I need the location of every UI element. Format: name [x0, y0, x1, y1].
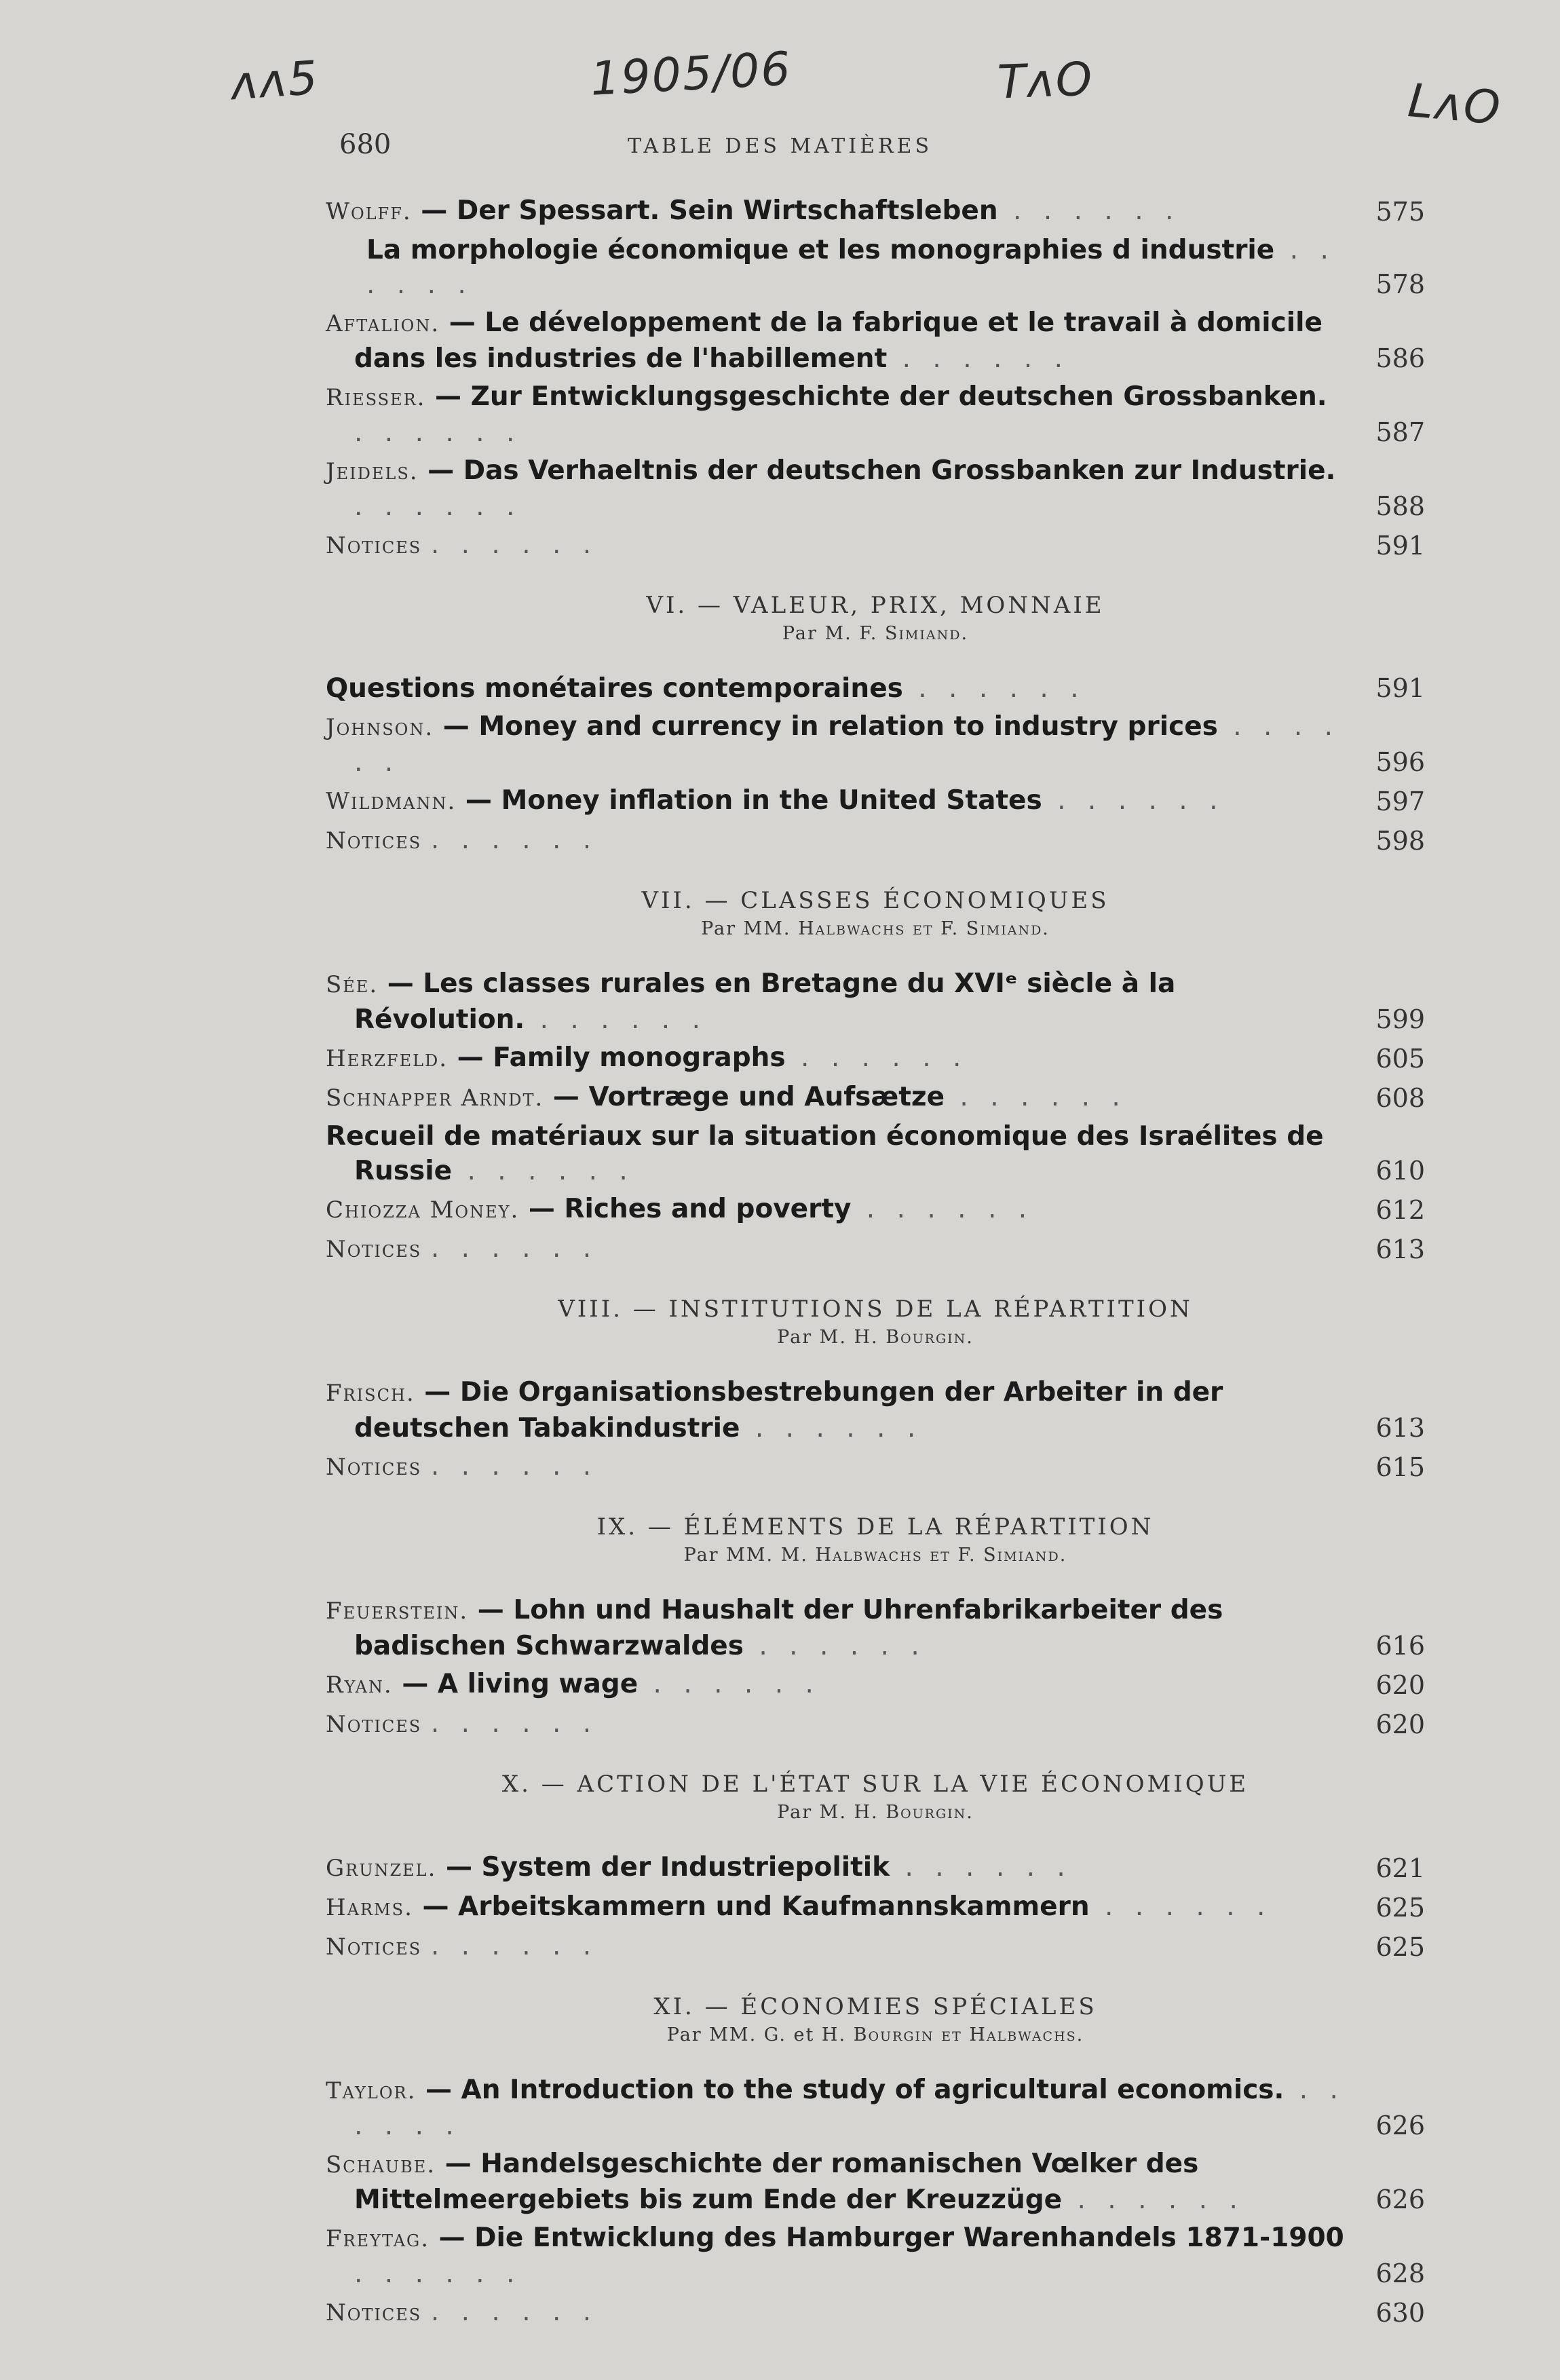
entry-page: 620 [1375, 1670, 1425, 1700]
section-title: XI. — ÉCONOMIES SPÉCIALES [653, 1993, 1097, 2020]
entry-text [326, 2147, 1350, 2217]
entry-title: — System der Industriepolitik [445, 1852, 890, 1883]
toc-entry [326, 1080, 1425, 1116]
byline-name: Bourgin et Halbwachs. [853, 2024, 1084, 2045]
byline-prefix: Par MM. [701, 918, 791, 939]
section-title: X. — ACTION DE L'ÉTAT SUR LA VIE ÉCONOMIQUE [501, 1771, 1249, 1798]
entry-page: 616 [1375, 1631, 1425, 1661]
entry-page: 605 [1375, 1044, 1425, 1074]
entry-author: Taylor. [326, 2077, 417, 2104]
entry-page: 591 [1375, 673, 1425, 703]
handwritten-note-4: LᴧO [1405, 74, 1504, 136]
byline-prefix: Par M. H. [777, 1802, 879, 1823]
byline-prefix: Par MM. G. et H. [666, 2024, 847, 2045]
leader-dots: . . . . . . [525, 1004, 707, 1035]
entry-page: 591 [1375, 531, 1425, 561]
entry-title: — Zur Entwicklungsgeschichte der deutschen Grossbanken. [435, 381, 1327, 412]
leader-dots: . . . . . . [740, 1413, 923, 1443]
entry-author: Notices [326, 1454, 422, 1481]
toc-entry [326, 1889, 1425, 1925]
entry-page: 626 [1375, 2185, 1425, 2214]
entry-page: 625 [1375, 1893, 1425, 1923]
section-heading [326, 887, 1425, 939]
entry-text [326, 2221, 1350, 2291]
entry-author: Aftalion. [326, 310, 440, 337]
byline-prefix: Par M. F. [782, 623, 878, 644]
leader-dots: . . . . . . [354, 491, 522, 522]
entry-page: 613 [1375, 1413, 1425, 1443]
leader-dots: . . . . . . [354, 711, 1340, 778]
entry-page: 625 [1375, 1932, 1425, 1962]
leader-dots: . . . . . . [890, 1852, 1072, 1883]
entry-text [326, 1231, 1350, 1267]
notices-entry [326, 527, 1425, 563]
leader-dots: . . . . . . [1062, 2185, 1244, 2215]
section-byline [326, 1802, 1425, 1823]
entry-page: 597 [1375, 787, 1425, 816]
leader-dots: . . . . . . [430, 2297, 598, 2327]
entry-title: — Handelsgeschichte der romanischen Vœlker des Mittelmeergebiets bis zum Ende der Kreuzzüge [354, 2149, 1199, 2215]
entry-author: Wildmann. [326, 788, 457, 815]
section-entries [326, 1850, 1425, 1965]
section-byline [326, 918, 1425, 939]
toc-entry [326, 305, 1425, 376]
entry-author: Wolff. [326, 198, 412, 225]
entry-page: 596 [1375, 747, 1425, 777]
entry-title: Recueil de matériaux sur la situation économique des Israélites de Russie [326, 1121, 1324, 1186]
entry-text [326, 453, 1350, 524]
entry-author: Grunzel. [326, 1855, 437, 1882]
entry-text [326, 193, 1350, 229]
entry-page: 626 [1375, 2111, 1425, 2140]
entry-title: — Money and currency in relation to industry prices [442, 711, 1218, 742]
table-of-contents [326, 193, 1425, 2334]
section-byline [326, 2024, 1425, 2045]
entry-text [326, 1449, 1350, 1485]
entry-text [326, 783, 1350, 819]
entry-text [326, 1192, 1350, 1228]
entry-text [326, 1593, 1350, 1663]
toc-entry [326, 1850, 1425, 1886]
leader-dots: . . . . . . [785, 1042, 968, 1073]
toc-entry [326, 709, 1425, 780]
entry-author: Notices [326, 827, 422, 854]
entry-title: — Les classes rurales en Bretagne du XVIᵉ siècle à la Révolution. [354, 968, 1176, 1035]
entry-page: 620 [1375, 1710, 1425, 1739]
toc-entry [326, 2073, 1425, 2143]
toc-entry [326, 2147, 1425, 2217]
entry-text [326, 1850, 1350, 1886]
section-byline [326, 623, 1425, 644]
toc-entry [326, 1040, 1425, 1076]
entry-text [326, 966, 1350, 1037]
notices-entry [326, 1231, 1425, 1267]
entry-title: — Riches and poverty [528, 1194, 852, 1224]
entry-author: Feuerstein. [326, 1598, 469, 1625]
entry-text [326, 1667, 1350, 1703]
entry-title: — An Introduction to the study of agricultural economics. [425, 2075, 1285, 2105]
entry-list [326, 193, 1425, 563]
handwritten-note-3: TᴧO [996, 52, 1095, 110]
entry-page: 610 [1375, 1156, 1425, 1186]
page-number: 680 [339, 129, 392, 160]
entry-page: 621 [1375, 1853, 1425, 1883]
entry-page: 588 [1375, 491, 1425, 521]
entry-title: — Der Spessart. Sein Wirtschaftsleben [421, 195, 998, 226]
toc-entry [326, 453, 1425, 524]
entry-author: Johnson. [326, 714, 434, 741]
entry-text [326, 379, 1350, 450]
entry-text [326, 1119, 1350, 1188]
entry-title: — Lohn und Haushalt der Uhrenfabrikarbeiter des badischen Schwarzwaldes [354, 1595, 1223, 1661]
byline-name: Simiand. [884, 623, 969, 644]
leader-dots: . . . . . . [1089, 1891, 1272, 1922]
handwritten-note-year: 1905/06 [589, 42, 793, 107]
entry-title: — Le développement de la fabrique et le travail à domicile dans les industries de l'habillement [354, 307, 1323, 374]
entry-text [326, 2073, 1350, 2143]
entry-author: Chiozza Money. [326, 1196, 520, 1224]
byline-name: Bourgin. [886, 1802, 974, 1823]
entry-text [326, 823, 1350, 858]
entry-author: Frisch. [326, 1380, 415, 1407]
leader-dots: . . . . . . [452, 1156, 634, 1186]
section-byline [326, 1545, 1425, 1566]
entry-title: — Money inflation in the United States [465, 785, 1042, 816]
section-heading [326, 1771, 1425, 1823]
leader-dots: . . . . . . [430, 1708, 598, 1739]
toc-entry [326, 1667, 1425, 1703]
handwritten-note-1: ᴧᴧ5 [229, 51, 321, 111]
entry-page: 630 [1375, 2298, 1425, 2328]
toc-entry [326, 1593, 1425, 1663]
byline-name: Halbwachs et F. Simiand. [815, 1545, 1067, 1566]
leader-dots: . . . . . . [430, 1451, 598, 1481]
entry-text [326, 1080, 1350, 1116]
entry-author: Ryan. [326, 1671, 393, 1699]
entry-title: — Vortræge und Aufsætze [552, 1082, 945, 1112]
entry-page: 598 [1375, 826, 1425, 856]
entry-page: 613 [1375, 1234, 1425, 1264]
entry-text [326, 1929, 1350, 1965]
section-entries [326, 1375, 1425, 1485]
notices-entry [326, 2294, 1425, 2330]
byline-prefix: Par M. H. [777, 1327, 879, 1348]
leader-dots: . . . . . . [430, 825, 598, 855]
toc-entry [326, 671, 1425, 706]
entry-author: Notices [326, 532, 422, 559]
entry-page: 575 [1375, 197, 1425, 227]
notices-entry [326, 1706, 1425, 1742]
notices-entry [326, 1449, 1425, 1485]
section-entries [326, 966, 1425, 1267]
running-head: TABLE DES MATIÈRES [627, 134, 933, 158]
section-title: IX. — ÉLÉMENTS DE LA RÉPARTITION [596, 1513, 1154, 1541]
entry-author: Schnapper Arndt. [326, 1084, 544, 1112]
entry-text [326, 305, 1350, 376]
section-title: VIII. — INSTITUTIONS DE LA RÉPARTITION [558, 1296, 1193, 1323]
entry-title: — Die Entwicklung des Hamburger Warenhandels 1871-1900 [438, 2223, 1344, 2253]
entry-title: — Arbeitskammern und Kaufmannskammern [422, 1891, 1090, 1922]
entry-page: 608 [1375, 1083, 1425, 1113]
entry-page: 578 [1375, 269, 1425, 299]
leader-dots: . . . . . . [366, 235, 1335, 300]
entry-author: Notices [326, 1236, 422, 1263]
section-heading [326, 1296, 1425, 1348]
section-list [326, 592, 1425, 2330]
section-entries [326, 671, 1425, 858]
entry-text [326, 2294, 1350, 2330]
entry-author: Schaube. [326, 2151, 436, 2178]
entry-page: 587 [1375, 417, 1425, 447]
leader-dots: . . . . . . [430, 529, 598, 560]
section-byline [326, 1327, 1425, 1348]
entry-text [326, 671, 1350, 706]
byline-prefix: Par MM. M. [683, 1545, 808, 1566]
toc-entry [326, 2221, 1425, 2291]
section-title: VII. — CLASSES ÉCONOMIQUES [641, 887, 1109, 914]
leader-dots: . . . . . . [1042, 785, 1225, 816]
entry-title: — A living wage [402, 1669, 639, 1699]
entry-text [326, 709, 1350, 780]
entry-author: Notices [326, 2299, 422, 2326]
toc-entry [326, 783, 1425, 819]
entry-page: 612 [1375, 1195, 1425, 1225]
entry-page: 628 [1375, 2259, 1425, 2288]
notices-entry [326, 823, 1425, 858]
leader-dots: . . . . . . [354, 417, 522, 448]
entry-author: Herzfeld. [326, 1045, 449, 1072]
entry-text [326, 1040, 1350, 1076]
entry-title: Questions monétaires contemporaines [326, 673, 903, 704]
entry-author: Freytag. [326, 2225, 430, 2252]
entry-author: Harms. [326, 1894, 413, 1921]
entry-title: La morphologie économique et les monographies d industrie [366, 235, 1275, 265]
entry-text [326, 1375, 1350, 1446]
entry-page: 586 [1375, 343, 1425, 373]
entry-page: 615 [1375, 1452, 1425, 1482]
entry-text [326, 1889, 1350, 1925]
section-heading [326, 1513, 1425, 1566]
section-entries [326, 1593, 1425, 1742]
entry-author: Sée. [326, 971, 379, 998]
entry-title: — Die Organisationsbestrebungen der Arbeiter in der deutschen Tabakindustrie [354, 1377, 1223, 1443]
entry-page: 599 [1375, 1004, 1425, 1034]
toc-entry [326, 1119, 1425, 1188]
toc-entry [326, 233, 1425, 302]
section-heading [326, 1993, 1425, 2045]
entry-text [326, 527, 1350, 563]
entry-author: Riesser. [326, 384, 426, 411]
leader-dots: . . . . . . [851, 1194, 1034, 1224]
notices-entry [326, 1929, 1425, 1965]
leader-dots: . . . . . . [887, 343, 1069, 374]
toc-entry [326, 193, 1425, 229]
leader-dots: . . . . . . [354, 2075, 1345, 2141]
leader-dots: . . . . . . [638, 1669, 820, 1699]
byline-name: Halbwachs et F. Simiand. [798, 918, 1050, 939]
entry-title: — Family monographs [457, 1042, 786, 1073]
entry-author: Notices [326, 1711, 422, 1738]
leader-dots: . . . . . . [902, 673, 1086, 704]
leader-dots: . . . . . . [430, 1233, 598, 1264]
entry-title: — Das Verhaeltnis der deutschen Grossbanken zur Industrie. [427, 455, 1336, 486]
entry-author: Jeidels. [326, 458, 419, 485]
entry-text [326, 233, 1350, 302]
leader-dots: . . . . . . [743, 1631, 926, 1661]
byline-name: Bourgin. [886, 1327, 974, 1348]
leader-dots: . . . . . . [945, 1082, 1127, 1112]
leader-dots: . . . . . . [997, 195, 1181, 226]
section-heading [326, 592, 1425, 644]
toc-entry [326, 1192, 1425, 1228]
leader-dots: . . . . . . [354, 2259, 522, 2289]
section-title: VI. — VALEUR, PRIX, MONNAIE [646, 592, 1105, 619]
toc-entry [326, 1375, 1425, 1446]
section-entries [326, 2073, 1425, 2330]
leader-dots: . . . . . . [430, 1931, 598, 1961]
toc-entry [326, 379, 1425, 450]
toc-entry [326, 966, 1425, 1037]
entry-text [326, 1706, 1350, 1742]
entry-author: Notices [326, 1933, 422, 1961]
